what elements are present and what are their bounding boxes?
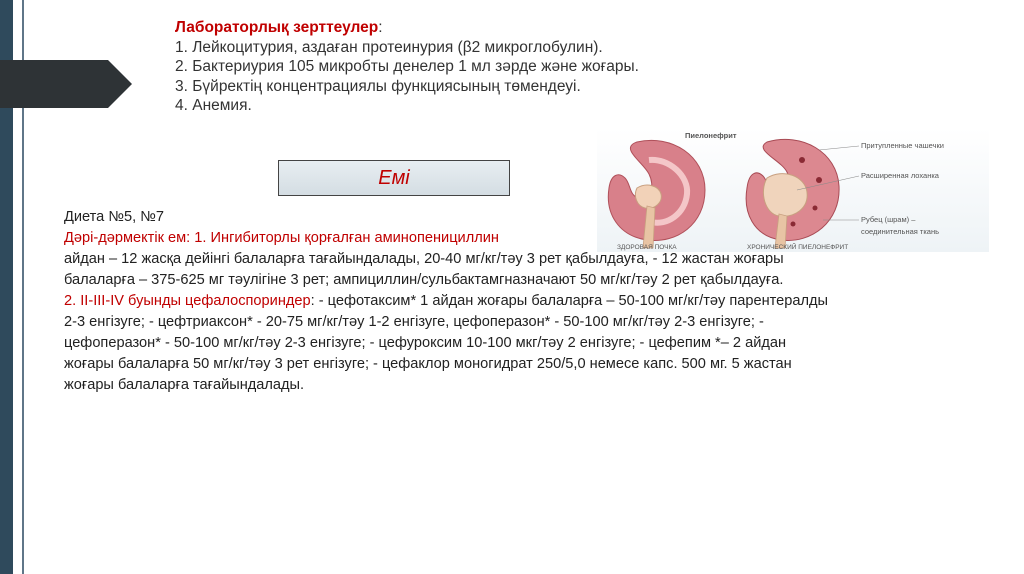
treatment-heading: Емі: [378, 166, 410, 189]
treatment-line: балаларға – 375-625 мг тәулігіне 3 рет; ампициллин/сульбактамгназначают 50 мг/кг/тәу 2 рет қабылдауға.: [64, 272, 784, 288]
diet-line: Диета №5, №7: [64, 209, 165, 225]
caption-healthy-kidney: ЗДОРОВАЯ ПОЧКА: [617, 244, 677, 251]
lab-item: 1. Лейкоцитурия, аздаған протеинурия (β2 микроглобулин).: [175, 38, 603, 56]
kidney-illustration: [597, 128, 989, 252]
lab-title-colon: :: [378, 19, 383, 36]
healthy-kidney-icon: [608, 140, 705, 248]
caption-chronic-pyelonephritis: ХРОНИЧЕСКИЙ ПИЕЛОНЕФРИТ: [747, 244, 849, 251]
label-dilated-pelvis: Расширенная лоханка: [861, 171, 939, 180]
label-blunted-calyces: Притупленные чашечки: [861, 141, 944, 150]
illustration-title: Пиелонефрит: [685, 131, 737, 140]
treatment-line: цефоперазон* - 50-100 мг/кг/тәу 2-3 енгізуге; - цефуроксим 10-100 мкг/тәу 2 енгізуге; - цефепим *– 2 айдан: [64, 335, 787, 351]
label-scar: Рубец (шрам) –: [861, 215, 916, 224]
treatment-line: айдан – 12 жасқа дейінгі балаларға тағайындалады, 20-40 мг/кг/тәу 3 рет қабылдауға, - 12 жастан жоғары: [64, 251, 784, 267]
lab-title: Лабораторлық зерттеулер: [175, 19, 379, 36]
ceph-heading: 2. II-III-IV буынды цефалоспориндер: [64, 293, 311, 309]
treatment-line: 2-3 енгізуге; - цефтриаксон* - 20-75 мг/кг/тәу 1-2 енгізуге, цефоперазон* - 50-100 мг/кг/тәу 2-3 енгізуге; -: [64, 314, 764, 330]
pyelonephritis-kidney-icon: [746, 139, 839, 248]
label-connective-tissue: соединительная ткань: [861, 227, 940, 236]
lab-item: 2. Бактериурия 105 микробты денелер 1 мл зәрде және жоғары.: [175, 58, 639, 75]
ceph-text: : - цефотаксим* 1 айдан жоғары балаларға – 50-100 мг/кг/тәу парентералды: [310, 293, 829, 309]
lab-section: [175, 18, 775, 116]
treatment-line: жоғары балаларға тағайындалады.: [64, 377, 305, 393]
arrow-decoration: [0, 60, 132, 108]
lab-item: 4. Анемия.: [175, 97, 252, 114]
treatment-line: жоғары балаларға 50 мг/кг/тәу 3 рет енгізуге; - цефаклор моногидрат 250/5,0 немесе капс. 500 мг. 5 жастан: [64, 356, 792, 372]
lab-item: 3. Бүйректің концентрациялы функциясының төмендеуі.: [175, 77, 581, 95]
treatment-heading-box: [278, 160, 510, 196]
drug-heading: Дәрі-дәрмектік ем: 1. Ингибиторлы қорғалған аминопенициллин: [64, 230, 499, 246]
